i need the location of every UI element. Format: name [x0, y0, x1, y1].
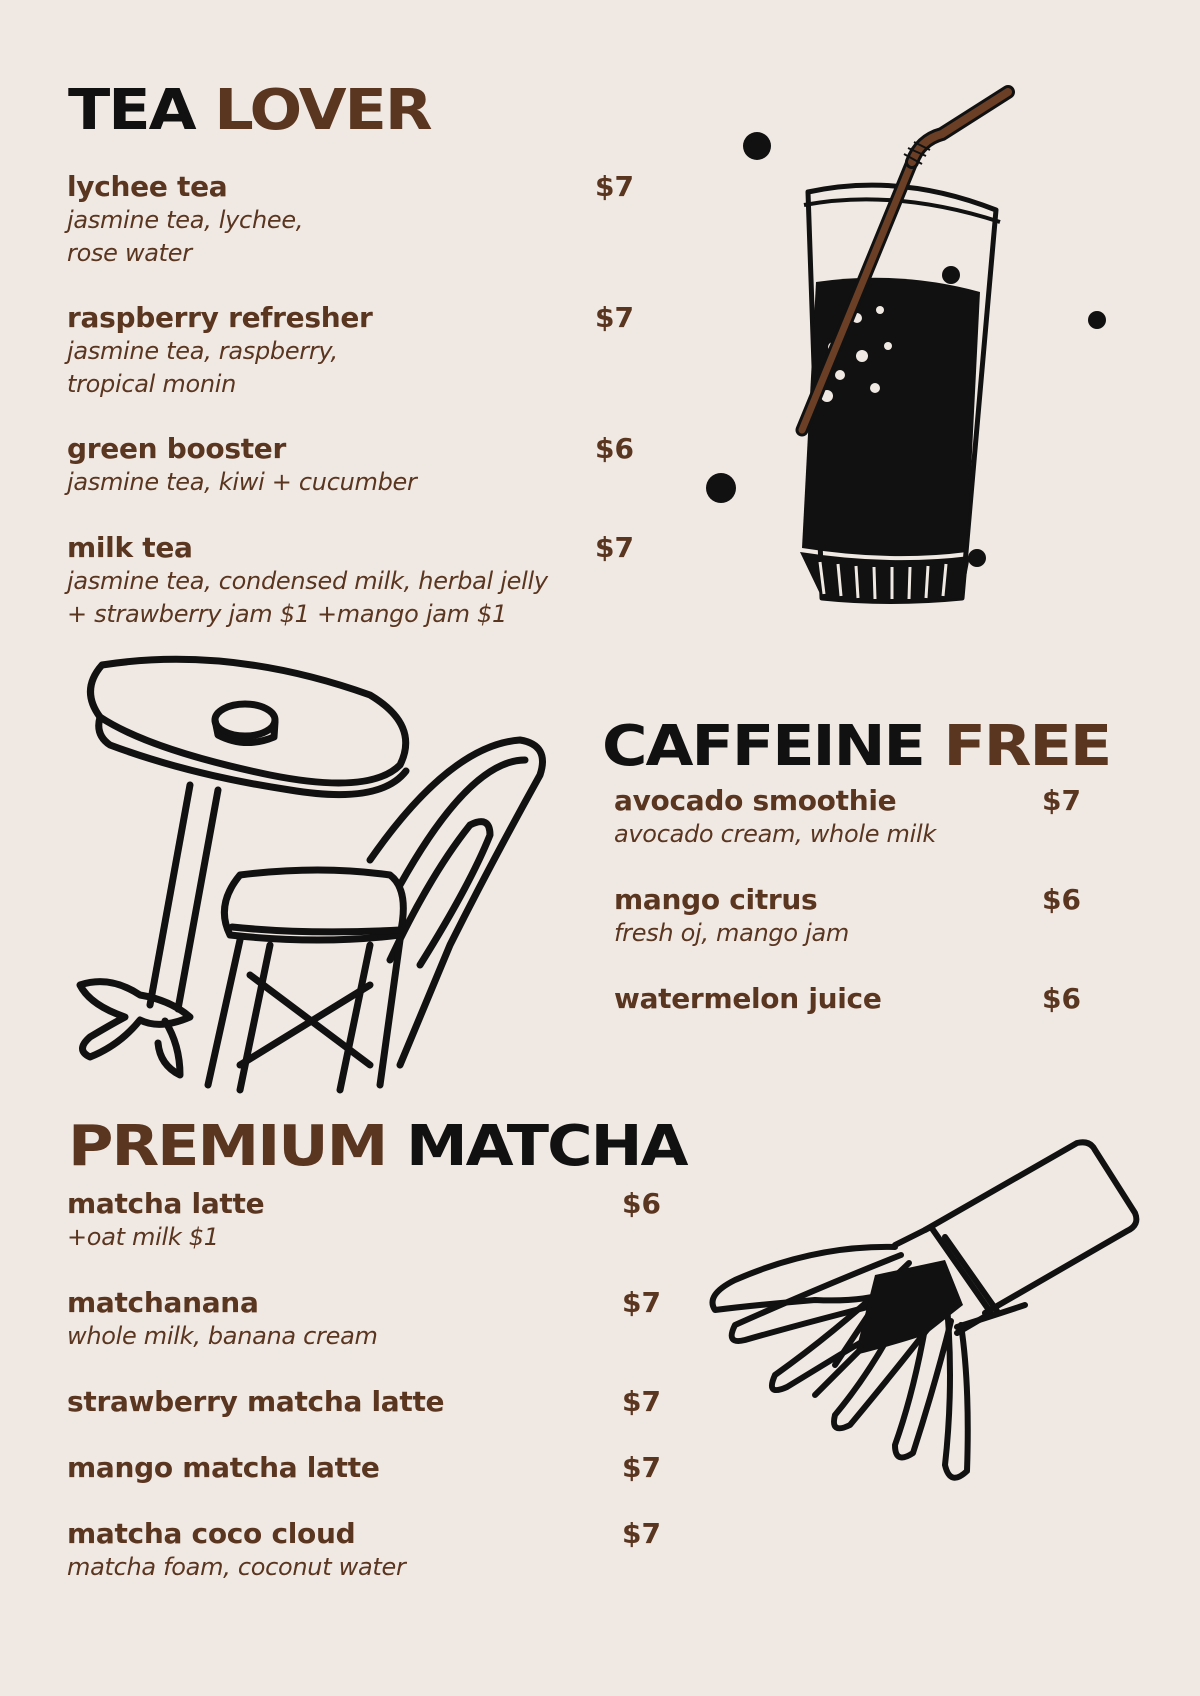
- menu-item-strawberry-matcha-latte: [67, 1385, 667, 1419]
- item-description: +oat milk $1: [67, 1223, 219, 1251]
- item-price: $7: [622, 1517, 661, 1550]
- item-description: jasmine tea, condensed milk, herbal jelly: [67, 567, 548, 595]
- menu-item-mango-citrus: [614, 883, 1094, 950]
- item-description: rose water: [67, 239, 192, 267]
- item-price: $7: [622, 1286, 661, 1319]
- caffeine-free-title: [602, 712, 1111, 779]
- item-price: $6: [622, 1187, 661, 1220]
- item-name: strawberry matcha latte: [67, 1385, 445, 1418]
- iced-tea-glass-with-straw-icon: [690, 70, 1110, 610]
- item-name: mango citrus: [614, 883, 818, 916]
- premium-matcha-title-part2: MATCHA: [405, 1112, 687, 1179]
- menu-item-matcha-latte: [67, 1187, 667, 1254]
- item-name: matcha coco cloud: [67, 1517, 356, 1550]
- caffeine-free-title-part2: FREE: [943, 712, 1111, 779]
- item-description: whole milk, banana cream: [67, 1322, 378, 1350]
- item-name: raspberry refresher: [67, 301, 373, 334]
- menu-item-green-booster: [67, 432, 637, 499]
- item-description: jasmine tea, raspberry,: [67, 337, 338, 365]
- item-description: avocado cream, whole milk: [614, 820, 936, 848]
- premium-matcha-title-part1: PREMIUM: [68, 1112, 387, 1179]
- item-name: mango matcha latte: [67, 1451, 380, 1484]
- menu-item-watermelon-juice: [614, 982, 1094, 1016]
- item-name: matcha latte: [67, 1187, 265, 1220]
- matcha-whisk-icon: [695, 1135, 1145, 1505]
- item-name: matchanana: [67, 1286, 259, 1319]
- item-price: $7: [595, 531, 634, 564]
- caffeine-free-title-part1: CAFFEINE: [602, 712, 924, 779]
- menu-item-milk-tea: [67, 531, 637, 631]
- item-price: $6: [595, 432, 634, 465]
- menu-item-avocado-smoothie: [614, 784, 1094, 851]
- tea-lover-title-part2: LOVER: [214, 76, 431, 143]
- item-description: matcha foam, coconut water: [67, 1553, 406, 1581]
- item-price: $7: [1042, 784, 1081, 817]
- item-price: $7: [595, 301, 634, 334]
- item-description: jasmine tea, lychee,: [67, 206, 304, 234]
- item-name: green booster: [67, 432, 286, 465]
- item-description: + strawberry jam $1 +mango jam $1: [67, 600, 507, 628]
- menu-item-matcha-coco-cloud: [67, 1517, 667, 1584]
- menu-item-matchanana: [67, 1286, 667, 1353]
- item-name: watermelon juice: [614, 982, 882, 1015]
- item-description: fresh oj, mango jam: [614, 919, 849, 947]
- item-price: $7: [595, 170, 634, 203]
- item-name: lychee tea: [67, 170, 228, 203]
- tea-lover-title: [68, 76, 431, 143]
- item-description: jasmine tea, kiwi + cucumber: [67, 468, 417, 496]
- item-price: $6: [1042, 982, 1081, 1015]
- menu-item-raspberry-refresher: [67, 301, 637, 401]
- tea-lover-title-part1: TEA: [68, 76, 195, 143]
- menu-item-mango-matcha-latte: [67, 1451, 667, 1485]
- item-name: milk tea: [67, 531, 193, 564]
- menu-item-lychee-tea: [67, 170, 637, 270]
- item-name: avocado smoothie: [614, 784, 897, 817]
- item-price: $7: [622, 1385, 661, 1418]
- item-price: $7: [622, 1451, 661, 1484]
- item-price: $6: [1042, 883, 1081, 916]
- cafe-table-and-chair-icon: [70, 645, 605, 1130]
- premium-matcha-title: [68, 1112, 687, 1179]
- item-description: tropical monin: [67, 370, 237, 398]
